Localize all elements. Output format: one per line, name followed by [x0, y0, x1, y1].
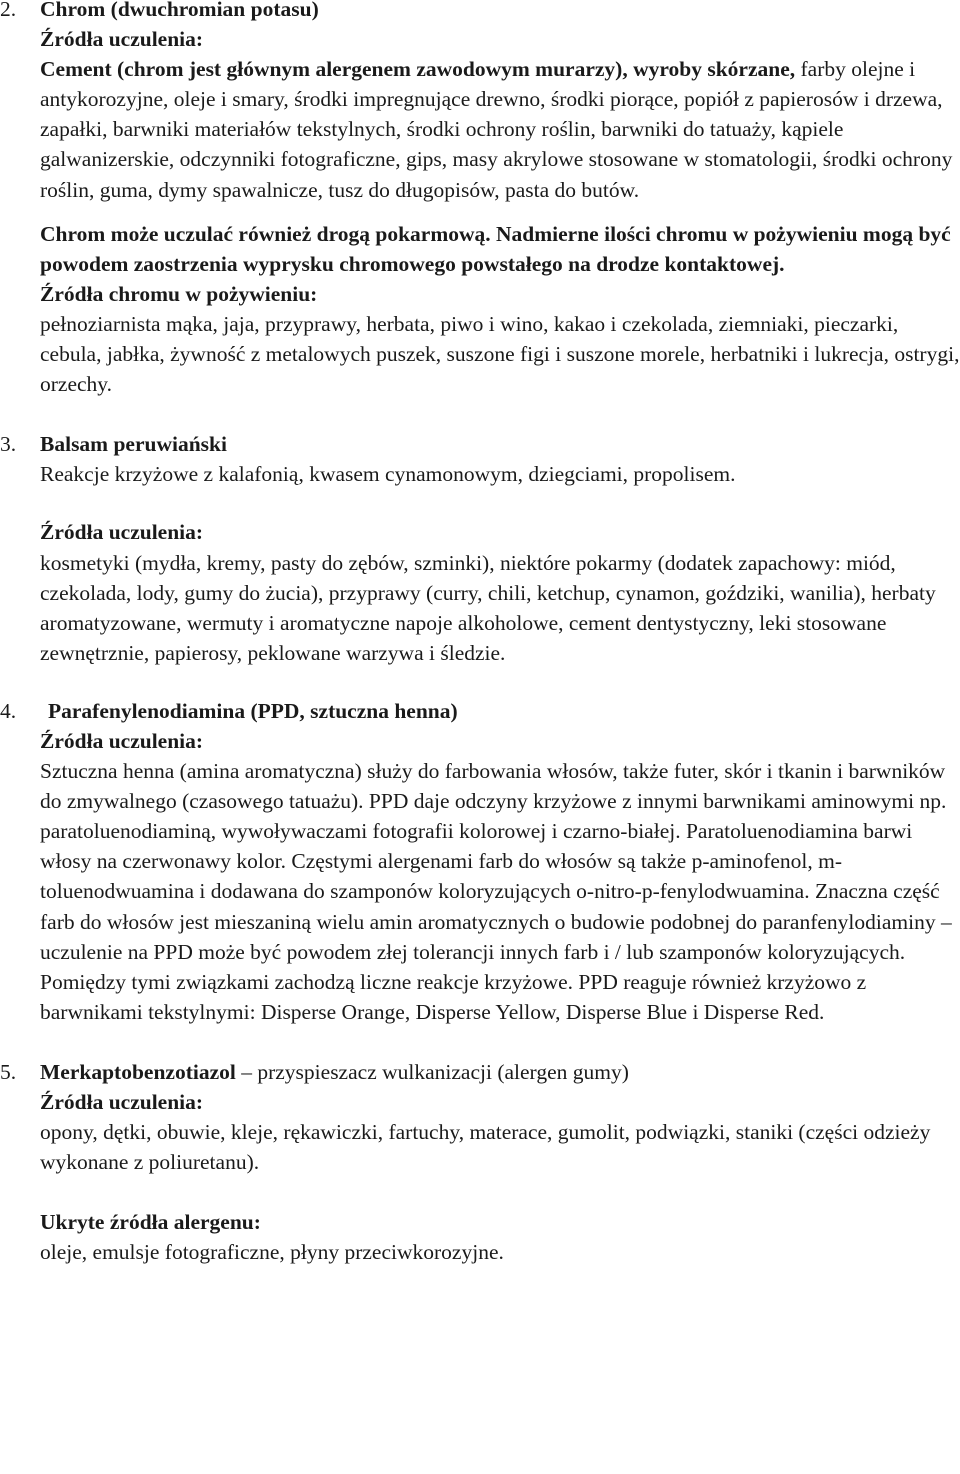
sources-bold-text: Cement (chrom jest głównym alergenem zawodowym murarzy), wyroby skórzane,: [40, 57, 796, 82]
sources-text: farby olejne i antykorozyjne, oleje i smary, środki impregnujące drewno, środki piorące, popiół z papierosów i drzewa, zapałki, barwniki materiałów tekstylnych, środki ochrony roślin, barwniki do tatuaży, kąpiele galwanizerskie, odczynniki fotograficzne, gips, masy akrylowe stosowane w stomatologii, środki ochrony roślin, guma, dymy spawalnicze, tusz do długopisów, pasta do butów.: [40, 57, 953, 202]
food-note: Chrom może uczulać również drogą pokarmową. Nadmierne ilości chromu w pożywieniu mogą być powodem zaostrzenia wyprysku chromowego powstałego na drodze kontaktowej.: [40, 221, 951, 276]
sources-label: Źródła uczulenia:: [40, 27, 204, 52]
cross-reactions: Reakcje krzyżowe z kalafonią, kwasem cynamonowym, dziegciami, propolisem.: [40, 462, 736, 487]
section-number: 4.: [0, 698, 17, 723]
sources-paragraph: [40, 54, 960, 204]
food-sources-text: pełnoziarnista mąka, jaja, przyprawy, herbata, piwo i wino, kakao i czekolada, ziemniaki, pieczarki, cebula, jabłka, żywność z metalowych puszek, suszone figi i suszone morele, herbatniki i lukrecja, ostrygi, orzechy.: [40, 311, 960, 397]
section-chrom: [0, 0, 960, 399]
section-mbt: [0, 1057, 960, 1268]
sources-label: Źródła uczulenia:: [40, 520, 204, 545]
hidden-sources-text: oleje, emulsje fotograficzne, płyny przeciwkorozyjne.: [40, 1240, 504, 1265]
section-balsam: [0, 429, 960, 668]
section-number: 3.: [0, 432, 17, 457]
hidden-sources-label: Ukryte źródła alergenu:: [40, 1210, 261, 1235]
sources-label: Źródła uczulenia:: [40, 728, 204, 753]
section-number: 5.: [0, 1059, 17, 1084]
sources-text: opony, dętki, obuwie, kleje, rękawiczki, fartuchy, materace, gumolit, podwiązki, staniki (części odzieży wykonane z poliuretanu).: [40, 1120, 931, 1175]
section-number: 2.: [0, 0, 17, 21]
section-title: Merkaptobenzotiazol: [40, 1059, 236, 1084]
section-title: Parafenylenodiamina (PPD, sztuczna henna): [48, 698, 458, 723]
food-sources-label: Źródła chromu w pożywieniu:: [40, 281, 318, 306]
section-subtitle: – przyspieszacz wulkanizacji (alergen gumy): [235, 1059, 629, 1084]
section-ppd: [0, 696, 960, 1027]
section-title: Balsam peruwiański: [40, 432, 227, 457]
section-title: Chrom (dwuchromian potasu): [40, 0, 319, 21]
sources-text: kosmetyki (mydła, kremy, pasty do zębów, szminki), niektóre pokarmy (dodatek zapachowy: miód, czekolada, lody, gumy do żucia), przyprawy (curry, chili, ketchup, cynamon, goździki, wanilia), herbaty aromatyzowane, wermuty i aromatyczne napoje alkoholowe, cement dentystyczny, leki stosowane zewnętrznie, papierosy, peklowane warzywa i śledzie.: [40, 550, 936, 665]
section-title-line: [40, 1057, 960, 1087]
sources-text: Sztuczna henna (amina aromatyczna) służy do farbowania włosów, także futer, skór i tkanin i barwników do zmywalnego (czasowego tatuażu). PPD daje odczyny krzyżowe z innymi barwnikami aminowymi np. paratoluenodiaminą, wywoływaczami fotografii kolorowej i czarno-białej. Paratoluenodiamina barwi włosy na czerwonawy kolor. Częstymi alergenami farb do włosów są także p-aminofenol, m-toluenodwuamina i dodawana do szamponów koloryzujących o-nitro-p-fenylodwuamina. Znaczna część farb do włosów jest mieszaniną wielu amin aromatycznych o budowie podobnej do paranfenylodiaminy – uczulenie na PPD może być powodem złej tolerancji innych farb i / lub szamponów koloryzujących. Pomiędzy tymi związkami zachodzą liczne reakcje krzyżowe. PPD reaguje również krzyżowo z barwnikami tekstylnymi: Disperse Orange, Disperse Yellow, Disperse Blue i Disperse Red.: [40, 759, 952, 1024]
sources-label: Źródła uczulenia:: [40, 1090, 204, 1114]
